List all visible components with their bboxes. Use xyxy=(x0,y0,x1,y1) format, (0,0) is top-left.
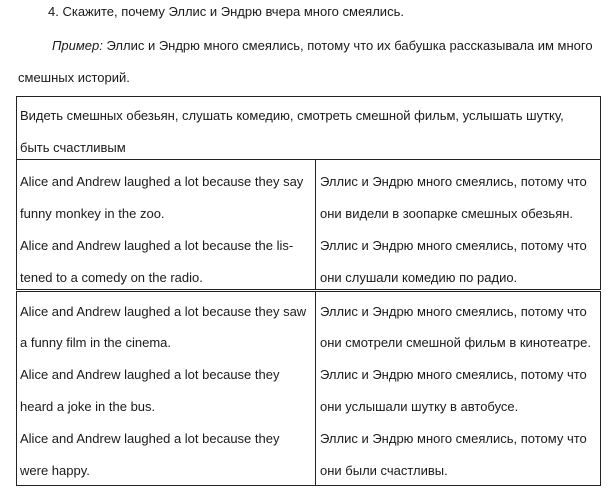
row-5-ru-line-1: Эллис и Эндрю много смеялись, потому что xyxy=(320,431,587,446)
table-1-divider xyxy=(315,159,316,290)
row-3-en-line-2: a funny film in the cinema. xyxy=(20,335,172,350)
row-4-en-line-2: heard a joke in the bus. xyxy=(20,399,156,414)
example-line-1 xyxy=(52,38,593,54)
row-2-en-line-1: Alice and Andrew laughed a lot because the lis- xyxy=(20,238,294,253)
row-2-ru-line-2: они слушали комедию по радио. xyxy=(320,270,518,285)
row-5-en-line-2: were happy. xyxy=(20,463,90,478)
row-3-en-line-1: Alice and Andrew laughed a lot because they saw xyxy=(20,304,307,319)
row-5-en-line-1: Alice and Andrew laughed a lot because they xyxy=(20,431,280,446)
answer-table-2 xyxy=(16,291,601,486)
row-1-en-line-2: funny monkey in the zoo. xyxy=(20,206,165,221)
row-4-ru-line-1: Эллис и Эндрю много смеялись, потому что xyxy=(320,367,587,382)
vocabulary-line-2: быть счастливым xyxy=(20,140,126,155)
example-text: Эллис и Эндрю много смеялись, потому что их бабушка рассказывала им много xyxy=(102,38,593,53)
table-2-divider xyxy=(315,291,316,486)
row-3-ru-line-2: они смотрели смешной фильм в кинотеатре. xyxy=(320,335,591,350)
row-5-ru-line-2: они были счастливы. xyxy=(320,463,448,478)
vocabulary-line-1: Видеть смешных обезьян, слушать комедию, смотреть смешной фильм, услышать шутку, xyxy=(20,108,564,123)
row-4-en-line-1: Alice and Andrew laughed a lot because they xyxy=(20,367,280,382)
row-3-ru-line-1: Эллис и Эндрю много смеялись, потому что xyxy=(320,304,587,319)
row-2-ru-line-1: Эллис и Эндрю много смеялись, потому что xyxy=(320,238,587,253)
row-2-en-line-2: tened to a comedy on the radio. xyxy=(20,270,203,285)
example-label: Пример: xyxy=(52,38,103,53)
row-4-ru-line-2: они услышали шутку в автобусе. xyxy=(320,399,519,414)
row-1-en-line-1: Alice and Andrew laughed a lot because they say xyxy=(20,174,304,189)
row-1-ru-line-1: Эллис и Эндрю много смеялись, потому что xyxy=(320,174,587,189)
example-line-2: смешных историй. xyxy=(18,70,130,85)
row-1-ru-line-2: они видели в зоопарке смешных обезьян. xyxy=(320,206,574,221)
exercise-title: 4. Скажите, почему Эллис и Эндрю вчера много смеялись. xyxy=(48,4,404,19)
